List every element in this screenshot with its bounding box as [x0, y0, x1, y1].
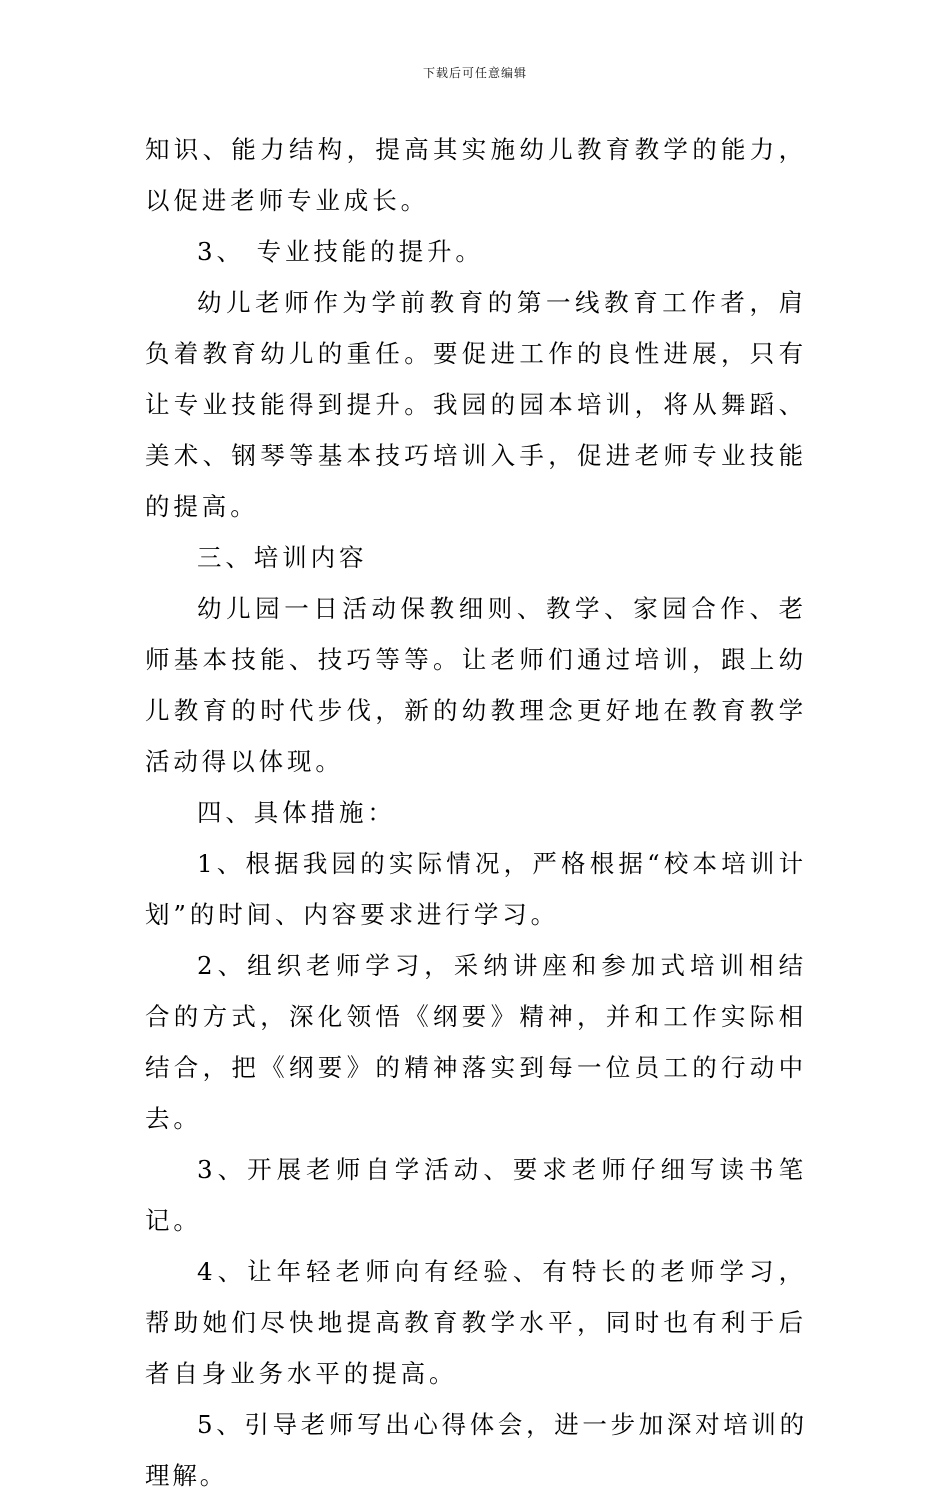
paragraph-knowledge-structure: 知识、能力结构，提高其实施幼儿教育教学的能力，以促进老师专业成长。 — [145, 135, 807, 215]
heading-professional-skills: 3、 专业技能的提升。 — [197, 237, 484, 266]
list-item-measure-5: 5、引导老师写出心得体会，进一步加深对培训的理解。 — [145, 1410, 807, 1490]
heading-specific-measures: 四、具体措施： — [197, 798, 396, 827]
list-item-measure-1: 1、根据我园的实际情况，严格根据“校本培训计划”的时间、内容要求进行学习。 — [145, 849, 807, 929]
document-body — [145, 124, 807, 1501]
page-header: 下载后可任意编辑 — [422, 66, 527, 80]
list-item-measure-4: 4、让年轻老师向有经验、有特长的老师学习，帮助她们尽快地提高教育教学水平，同时也有利于后者自身业务水平的提高。 — [145, 1257, 807, 1388]
list-item-measure-3: 3、开展老师自学活动、要求老师仔细写读书笔记。 — [145, 1155, 807, 1235]
heading-training-content: 三、培训内容 — [197, 543, 368, 572]
list-item-measure-2: 2、组织老师学习，采纳讲座和参加式培训相结合的方式，深化领悟《纲要》精神，并和工作实际相结合，把《纲要》的精神落实到每一位员工的行动中去。 — [145, 951, 807, 1133]
paragraph-teacher-role: 幼儿老师作为学前教育的第一线教育工作者，肩负着教育幼儿的重任。要促进工作的良性进展，只有让专业技能得到提升。我园的园本培训，将从舞蹈、美术、钢琴等基本技巧培训入手，促进老师专业技能的提高。 — [145, 288, 807, 521]
paragraph-training-content: 幼儿园一日活动保教细则、教学、家园合作、老师基本技能、技巧等等。让老师们通过培训，跟上幼儿教育的时代步伐，新的幼教理念更好地在教育教学活动得以体现。 — [145, 594, 807, 776]
